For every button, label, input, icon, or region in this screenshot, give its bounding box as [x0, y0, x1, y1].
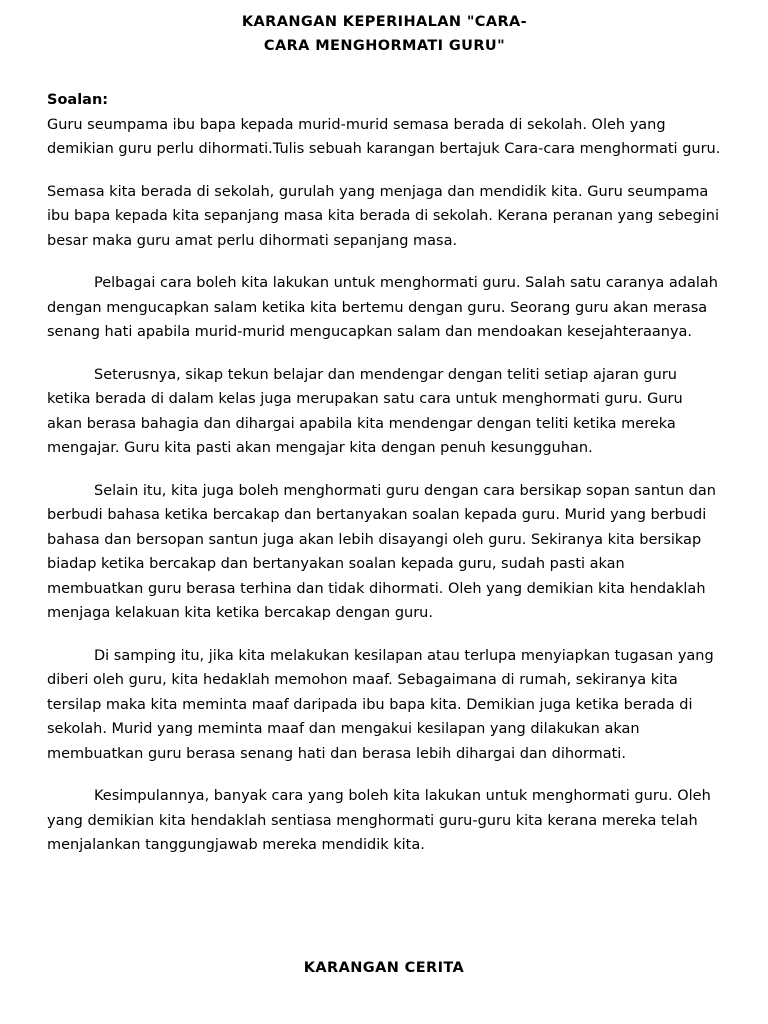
document-title-line-1: KARANGAN KEPERIHALAN "CARA- — [241, 14, 528, 30]
paragraph-apology: Di samping itu, jika kita melakukan kesilapan atau terlupa menyiapkan tugasan yang diberi oleh guru, kita hedaklah memohon maaf. Sebagaimana di rumah, sekiranya kita tersilap maka kita meminta maaf daripada ibu bapa kita. Demikian juga ketika berada di sekolah. Murid yang meminta maaf dan mengakui kesilapan yang dilakukan akan membuatkan guru berasa senang hati dan berasa lebih dihargai dan dihormati. — [47, 647, 714, 762]
paragraph-introduction: Semasa kita berada di sekolah, gurulah yang menjaga dan mendidik kita. Guru seumpama ibu bapa kepada kita sepanjang masa kita berada di sekolah. Kerana peranan yang sebegini besar maka guru amat perlu dihormati sepanjang masa. — [47, 183, 720, 249]
paragraph-manners: Selain itu, kita juga boleh menghormati guru dengan cara bersikap sopan santun dan berbudi bahasa ketika bercakap dan bertanyakan soalan kepada guru. Murid yang berbudi bahasa dan bersopan santun juga akan lebih disayangi oleh guru. Sekiranya kita bersikap biadap ketika bercakap dan bertanyakan soalan kepada guru, sudah pasti akan membuatkan guru berasa terhina dan tidak dihormati. Oleh yang demikian kita hendaklah menjaga kelakuan kita ketika bercakap dengan guru. — [47, 482, 716, 621]
document-title-line-2: CARA MENGHORMATI GURU" — [263, 38, 506, 54]
question-text: Guru seumpama ibu bapa kepada murid-murid semasa berada di sekolah. Oleh yang demikian guru perlu dihormati.Tulis sebuah karangan bertajuk Cara-cara menghormati guru. — [47, 116, 721, 157]
paragraph-diligence: Seterusnya, sikap tekun belajar dan mendengar dengan teliti setiap ajaran guru ketika berada di dalam kelas juga merupakan satu cara untuk menghormati guru. Guru akan berasa bahagia dan dihargai apabila kita mendengar dengan teliti ketika mereka mengajar. Guru kita pasti akan mengajar kita dengan penuh kesungguhan. — [47, 366, 683, 456]
paragraph-greeting: Pelbagai cara boleh kita lakukan untuk menghormati guru. Salah satu caranya adalah dengan mengucapkan salam ketika kita bertemu dengan guru. Seorang guru akan merasa senang hati apabila murid-murid mengucapkan salam dan mendoakan kesejahteraanya. — [47, 275, 718, 340]
next-section-heading: KARANGAN CERITA — [303, 960, 465, 976]
paragraph-conclusion: Kesimpulannya, banyak cara yang boleh kita lakukan untuk menghormati guru. Oleh yang demikian kita hendaklah sentiasa menghormati guru-guru kita kerana mereka telah menjalankan tanggungjawab mereka mendidik kita. — [47, 788, 711, 853]
question-label: Soalan: — [47, 92, 109, 108]
